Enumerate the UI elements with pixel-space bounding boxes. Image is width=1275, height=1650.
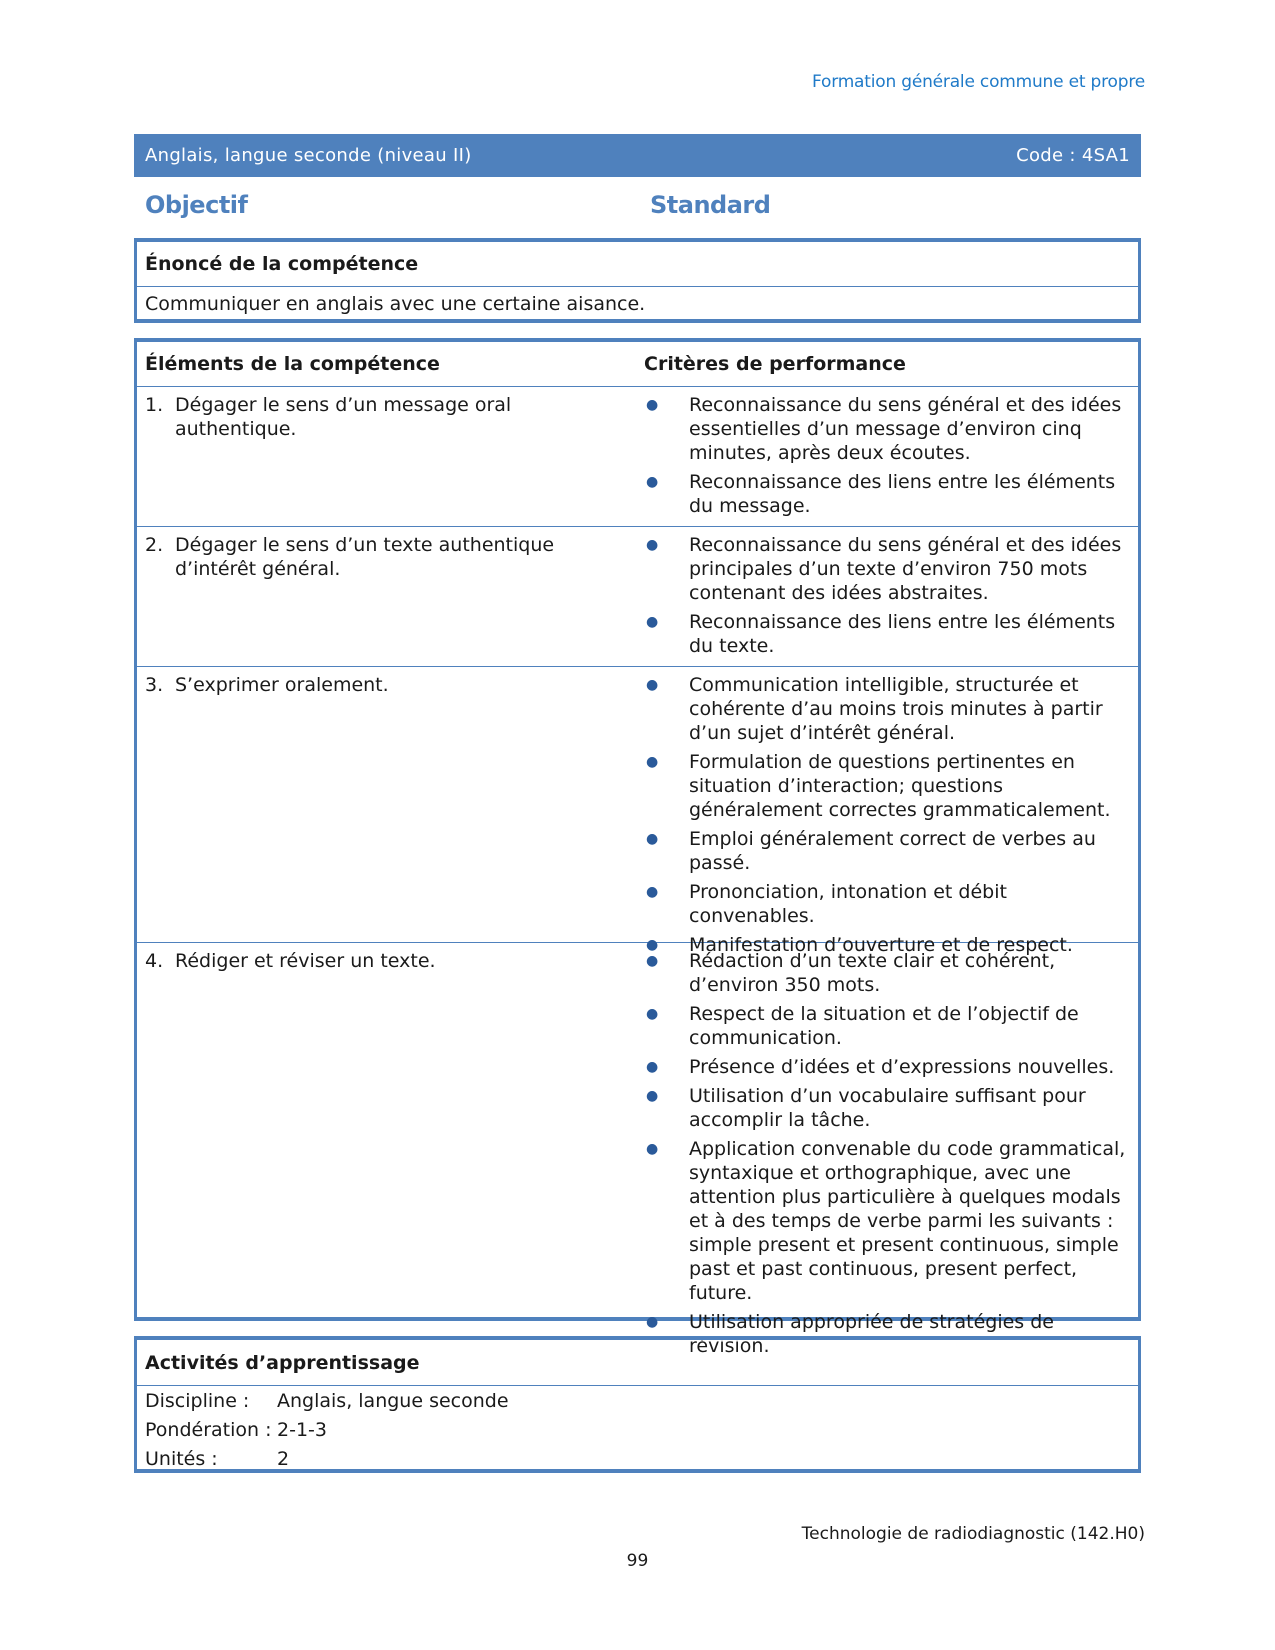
elements-table (134, 338, 1141, 1357)
bullet-icon: ● (646, 1059, 659, 1075)
activite-row-discipline: Discipline : Anglais, langue seconde (145, 1390, 509, 1412)
bullet-icon: ● (646, 937, 659, 953)
standard-title: Standard (650, 191, 771, 219)
criteria-list (636, 667, 1138, 956)
criterion-item: ● Communication intelligible, structurée et cohérente d’au moins trois minutes à partir d’un sujet d’intérêt général. (646, 674, 1103, 744)
element-text: Rédiger et réviser un texte. (175, 950, 436, 972)
criterion-item: ● Utilisation d’un vocabulaire suffisant pour accomplir la tâche. (646, 1085, 1086, 1131)
element-text: Dégager le sens d’un texte authentique d’intérêt général. (175, 534, 555, 580)
activites-details (137, 1386, 1138, 1474)
enonce-header: Énoncé de la compétence (137, 242, 1138, 287)
course-banner (134, 134, 1141, 177)
table-row (137, 943, 1138, 1357)
criterion-item: ● Présence d’idées et d’expressions nouvelles. (646, 1056, 1115, 1078)
activites-box (134, 1336, 1141, 1473)
page-number: 99 (626, 1551, 649, 1571)
criterion-item: ● Rédaction d’un texte clair et cohérent, d’environ 350 mots. (646, 950, 1056, 996)
bullet-icon: ● (646, 537, 659, 553)
table-row (137, 387, 1138, 527)
criteria-list (636, 527, 1138, 666)
criterion-item: ● Reconnaissance des liens entre les éléments du texte. (646, 611, 1116, 657)
activite-row-ponderation: Pondération : 2-1-3 (145, 1419, 327, 1441)
criteria-list (636, 943, 1138, 1357)
criterion-item: ● Respect de la situation et de l’objectif de communication. (646, 1003, 1079, 1049)
bullet-icon: ● (646, 831, 659, 847)
enonce-text: Communiquer en anglais avec une certaine aisance. (145, 293, 646, 315)
criterion-item: ● Manifestation d’ouverture et de respect. (646, 934, 1073, 956)
criterion-item: ● Reconnaissance des liens entre les éléments du message. (646, 471, 1116, 517)
bullet-icon: ● (646, 1314, 659, 1330)
course-code: Code : 4SA1 (1016, 145, 1130, 166)
bullet-icon: ● (646, 1141, 659, 1157)
criterion-item: ● Prononciation, intonation et débit convenables. (646, 881, 1007, 927)
elements-table-header (137, 342, 1138, 387)
enonce-box (134, 238, 1141, 323)
bullet-icon: ● (646, 754, 659, 770)
bullet-icon: ● (646, 397, 659, 413)
criterion-item: ● Reconnaissance du sens général et des idées principales d’un texte d’environ 750 mots contenant des idées abstraites. (646, 534, 1122, 604)
bullet-icon: ● (646, 677, 659, 693)
bullet-icon: ● (646, 474, 659, 490)
course-title: Anglais, langue seconde (niveau II) (145, 145, 472, 166)
footer-program: Technologie de radiodiagnostic (142.H0) (801, 1524, 1145, 1544)
bullet-icon: ● (646, 1006, 659, 1022)
criterion-item: ● Utilisation appropriée de stratégies de révision. (646, 1311, 1054, 1357)
criterion-item: ● Application convenable du code grammatical, syntaxique et orthographique, avec une attention plus particulière à quelques modals et à des temps de verbe parmi les suivants : simple present et present continuous, simple past et past continuous, present perfect, future. (646, 1138, 1126, 1304)
activites-header: Activités d’apprentissage (137, 1340, 1138, 1386)
bullet-icon: ● (646, 614, 659, 630)
criterion-item: ● Emploi généralement correct de verbes au passé. (646, 828, 1096, 874)
table-row (137, 527, 1138, 667)
objectif-title: Objectif (145, 191, 248, 219)
criterion-item: ● Formulation de questions pertinentes en situation d’interaction; questions généralement correctes grammaticalement. (646, 751, 1111, 821)
bullet-icon: ● (646, 1088, 659, 1104)
table-row (137, 667, 1138, 956)
bullet-icon: ● (646, 953, 659, 969)
element-number: 4. (145, 950, 164, 972)
criterion-item: ● Reconnaissance du sens général et des idées essentielles d’un message d’environ cinq minutes, après deux écoutes. (646, 394, 1122, 464)
element-number: 1. (145, 394, 164, 416)
element-text: Dégager le sens d’un message oral authentique. (175, 394, 512, 440)
running-header: Formation générale commune et propre (812, 72, 1145, 92)
element-number: 3. (145, 674, 164, 696)
criteria-list (636, 387, 1138, 526)
bullet-icon: ● (646, 884, 659, 900)
activite-row-unites: Unités : 2 (145, 1448, 290, 1470)
elements-column-header: Éléments de la compétence (145, 353, 440, 375)
criteres-column-header: Critères de performance (644, 353, 906, 375)
element-text: S’exprimer oralement. (175, 674, 389, 696)
element-number: 2. (145, 534, 164, 556)
